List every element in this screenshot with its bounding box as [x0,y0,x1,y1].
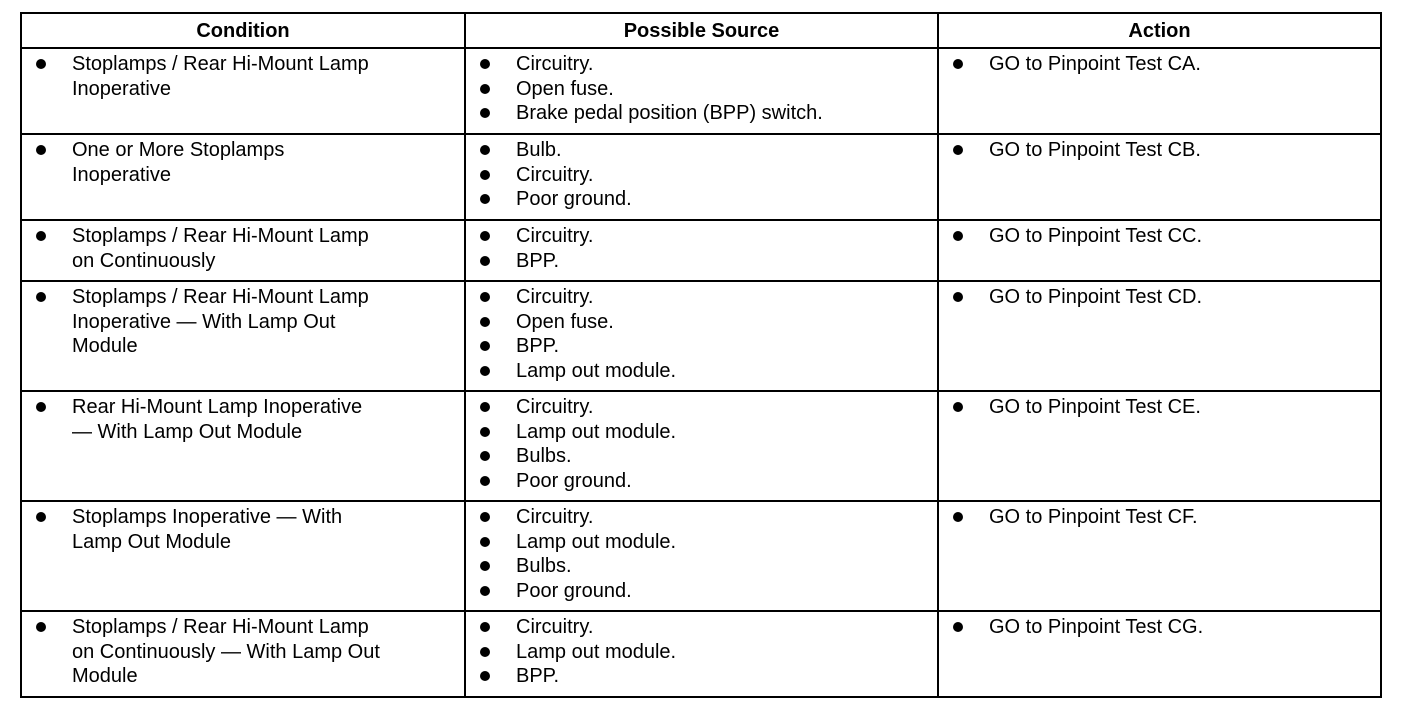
action-item [951,505,1370,530]
source-cell [465,281,938,391]
table-header [21,13,1381,48]
action-cell [938,220,1381,281]
source-cell [465,501,938,611]
source-item [478,664,927,689]
source-text: Circuitry. [516,616,594,638]
bullet-icon [480,512,490,522]
bullet-icon [36,231,46,241]
source-text: Circuitry. [516,53,594,75]
source-item [478,249,927,274]
bullet-icon [480,84,490,94]
bullet-icon [480,194,490,204]
source-text: Poor ground. [516,579,632,602]
source-text: Lamp out module. [516,359,677,382]
table-row [21,391,1381,501]
condition-item [34,138,454,187]
table-row [21,134,1381,220]
action-text: GO to Pinpoint Test CE. [989,396,1201,418]
condition-item [34,395,454,444]
bullet-icon [36,145,46,155]
bullet-icon [480,256,490,266]
source-item [478,77,927,102]
source-text: Lamp out module. [516,530,677,553]
condition-text: One or More Stoplamps Inoperative [72,139,285,186]
action-text: GO to Pinpoint Test CC. [989,225,1203,247]
bullet-icon [953,231,963,241]
bullet-icon [480,622,490,632]
table-body [21,48,1381,697]
condition-text: Stoplamps / Rear Hi-Mount Lamp Inoperative [72,53,369,100]
source-item [478,554,927,579]
condition-cell [21,281,465,391]
bullet-icon [480,145,490,155]
source-item [478,138,927,163]
condition-item [34,505,454,554]
action-text: GO to Pinpoint Test CD. [989,286,1203,308]
condition-cell [21,48,465,134]
source-text: Lamp out module. [516,420,677,443]
bullet-icon [36,292,46,302]
source-text: Circuitry. [516,506,594,528]
action-item [951,615,1370,640]
source-item [478,444,927,469]
action-item [951,138,1370,163]
table-row [21,501,1381,611]
bullet-icon [953,512,963,522]
condition-item [34,224,454,273]
action-cell [938,48,1381,134]
condition-text: Rear Hi-Mount Lamp Inoperative — With Lamp Out Module [72,396,363,443]
action-item [951,285,1370,310]
source-text: Open fuse. [516,310,614,333]
action-cell [938,281,1381,391]
source-item [478,615,927,640]
condition-cell [21,611,465,697]
action-text: GO to Pinpoint Test CA. [989,53,1201,75]
bullet-icon [480,170,490,180]
action-text: GO to Pinpoint Test CF. [989,506,1198,528]
source-text: BPP. [516,335,559,357]
bullet-icon [36,402,46,412]
source-item [478,579,927,604]
condition-text: Stoplamps Inoperative — With Lamp Out Module [72,506,343,553]
action-cell [938,501,1381,611]
bullet-icon [480,586,490,596]
source-text: Bulbs. [516,555,572,577]
table-row [21,611,1381,697]
source-text: Poor ground. [516,469,632,492]
condition-text: Stoplamps / Rear Hi-Mount Lamp Inoperative — With Lamp Out Module [72,286,369,357]
bullet-icon [480,59,490,69]
action-item [951,395,1370,420]
bullet-icon [953,292,963,302]
source-text: BPP. [516,665,559,687]
source-text: Bulb. [516,139,562,161]
source-text: Lamp out module. [516,640,677,663]
condition-item [34,615,454,689]
source-cell [465,391,938,501]
source-text: Circuitry. [516,163,594,186]
bullet-icon [953,402,963,412]
source-text: Poor ground. [516,188,632,210]
table-row [21,281,1381,391]
source-item [478,420,927,445]
bullet-icon [480,451,490,461]
source-item [478,505,927,530]
bullet-icon [953,145,963,155]
source-item [478,395,927,420]
action-cell [938,391,1381,501]
source-item [478,530,927,555]
bullet-icon [36,59,46,69]
table-row [21,220,1381,281]
action-text: GO to Pinpoint Test CB. [989,139,1201,161]
source-text: Circuitry. [516,225,594,247]
header-condition: Condition [21,13,465,48]
source-cell [465,134,938,220]
source-text: Open fuse. [516,77,614,100]
source-item [478,224,927,249]
bullet-icon [480,647,490,657]
source-item [478,334,927,359]
condition-text: Stoplamps / Rear Hi-Mount Lamp on Continuously [72,225,369,272]
condition-item [34,285,454,359]
condition-text: Stoplamps / Rear Hi-Mount Lamp on Continuously — With Lamp Out Module [72,616,380,687]
source-text: Bulbs. [516,445,572,467]
header-possible-source: Possible Source [465,13,938,48]
source-cell [465,220,938,281]
bullet-icon [480,108,490,118]
source-item [478,469,927,494]
source-text: BPP. [516,249,559,272]
source-item [478,285,927,310]
action-cell [938,134,1381,220]
source-item [478,101,927,126]
source-item [478,640,927,665]
condition-cell [21,391,465,501]
bullet-icon [480,292,490,302]
source-text: Brake pedal position (BPP) switch. [516,102,823,124]
bullet-icon [953,622,963,632]
bullet-icon [480,231,490,241]
table-row [21,48,1381,134]
bullet-icon [480,366,490,376]
source-cell [465,611,938,697]
condition-cell [21,134,465,220]
bullet-icon [36,622,46,632]
bullet-icon [480,402,490,412]
condition-cell [21,220,465,281]
bullet-icon [480,341,490,351]
bullet-icon [953,59,963,69]
condition-item [34,52,454,101]
bullet-icon [480,476,490,486]
action-item [951,52,1370,77]
bullet-icon [480,427,490,437]
source-text: Circuitry. [516,396,594,418]
source-item [478,187,927,212]
source-text: Circuitry. [516,286,594,308]
bullet-icon [36,512,46,522]
bullet-icon [480,671,490,681]
diagnosis-table [20,12,1382,698]
source-item [478,359,927,384]
bullet-icon [480,561,490,571]
bullet-icon [480,317,490,327]
action-text: GO to Pinpoint Test CG. [989,616,1204,638]
source-item [478,163,927,188]
header-action: Action [938,13,1381,48]
bullet-icon [480,537,490,547]
action-cell [938,611,1381,697]
source-item [478,310,927,335]
action-item [951,224,1370,249]
condition-cell [21,501,465,611]
source-item [478,52,927,77]
source-cell [465,48,938,134]
